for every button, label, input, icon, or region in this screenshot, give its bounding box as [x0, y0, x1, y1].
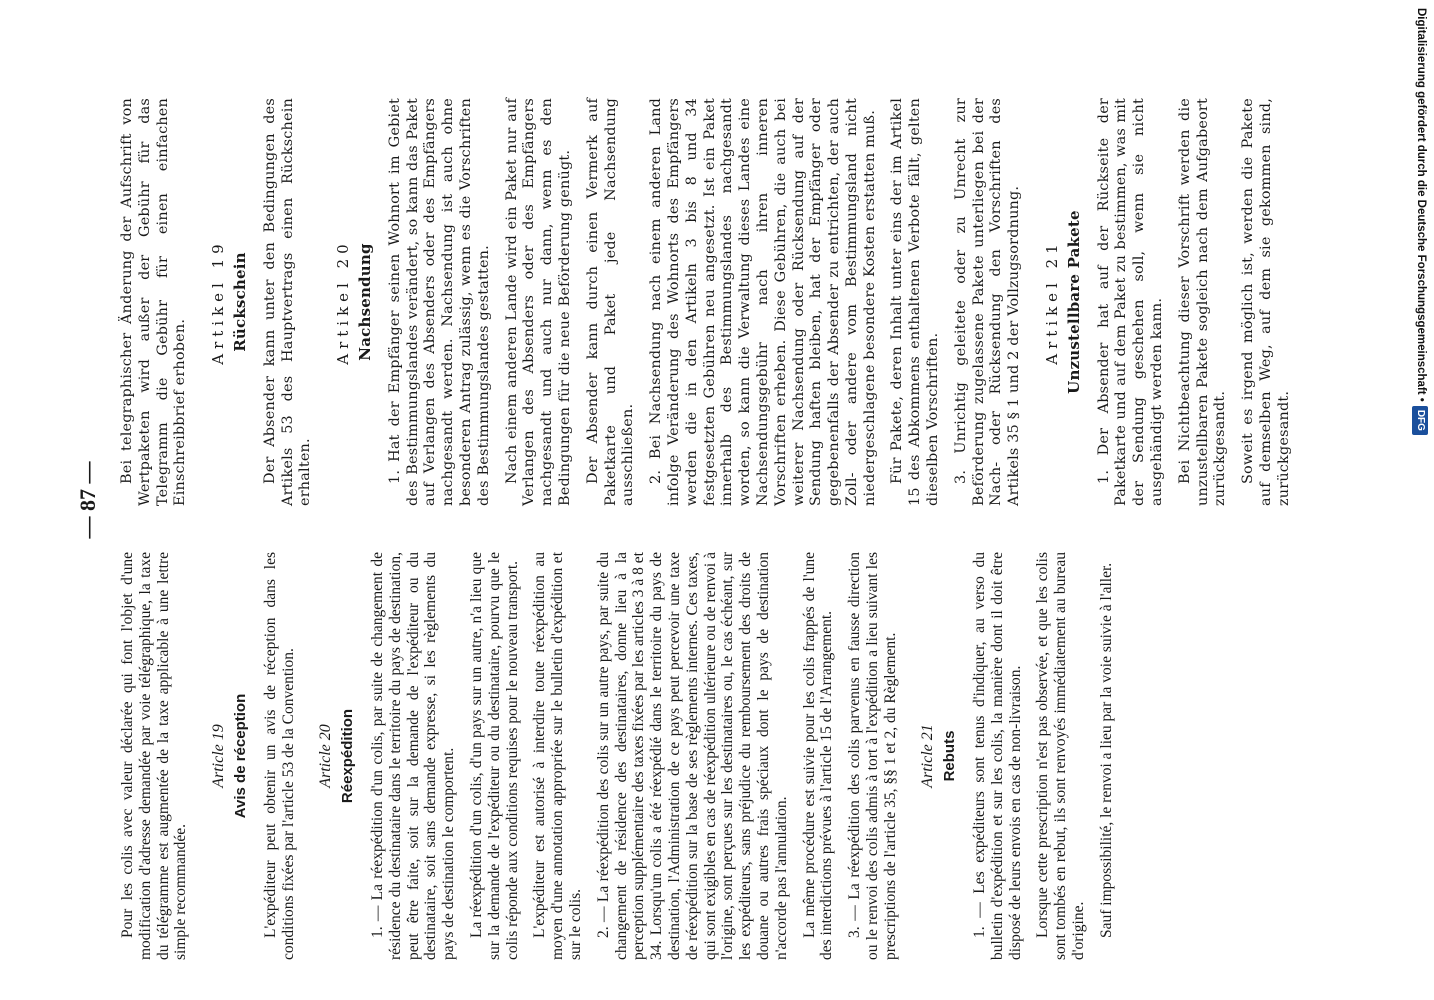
german-article-21-title: Artikel 21 [1043, 239, 1062, 365]
french-article-21-title: Article 21 [919, 724, 937, 788]
german-article-21-heading: Unzustellbare Pakete [1064, 210, 1083, 394]
dfg-logo: DFG [1412, 406, 1428, 435]
german-article-20-paragraph-3: Der Absender kann durch einen Vermerk auf Paketkarte und Paket jede Nachsendung ausschließen. [584, 98, 637, 506]
french-article-19-paragraph: L'expéditeur peut obtenir un avis de réception dans les conditions fixées par l'article 53 de la Convention. [261, 552, 297, 960]
french-article-20-heading: Réexpédition [339, 708, 357, 804]
german-article-21-paragraph-1: 1. Der Absender hat auf der Rückseite der Paketkarte und auf dem Paket zu bestimmen, was mit der Sendung geschehen soll, wenn sie nicht ausgehändigt werden kann. [1095, 98, 1166, 506]
digitization-sidenote [1410, 8, 1432, 431]
page-number: — 87 — [75, 461, 100, 539]
french-intro-paragraph: Pour les colis avec valeur déclarée qui font l'objet d'une modification d'adresse demandée par voie télégraphique, la taxe du télégramme est augmentée de la taxe applicable à une lettre simple recommandée. [119, 552, 190, 960]
french-article-20-paragraph-3: L'expéditeur est autorisé à interdire toute réexpédition au moyen d'une annotation appropriée sur le bulletin d'expédition et sur le colis. [531, 552, 584, 960]
german-article-20-paragraph-4: 2. Bei Nachsendung nach einem anderen Land infolge Veränderung des Wohnorts des Empfängers werden die in den Artikeln 3 bis 8 und 34 festgesetzten Gebühren neu angesetzt. Ist ein Paket innerhalb des Bestimmungslandes nachgesandt worden, so kann die Verwaltung dieses Landes eine Nachsendungsgebühr nach ihren inneren Vorschriften erheben. Diese Gebühren, die auch bei weiterer Nachsendung oder Rücksendung auf der Sendung haften bleiben, hat der Empfänger oder gegebenenfalls der Absender zu entrichten, der auch Zoll- oder andere vom Bestimmungsland nicht niedergeschlagene besondere Kosten erstatten muß. [648, 98, 878, 506]
french-article-19-title: Article 19 [210, 724, 228, 788]
german-article-21-paragraph-2: Bei Nichtbeachtung dieser Vorschrift werden die unzustellbaren Pakete sogleich nach dem Aufgabeort zurückgesandt. [1176, 98, 1229, 506]
french-column [119, 552, 1126, 960]
german-article-19-title: Artikel 19 [209, 239, 228, 365]
german-article-20-paragraph-2: Nach einem anderen Lande wird ein Paket nur auf Verlangen des Absenders oder des Empfängers nachgesandt und auch nur dann, wenn es den Bedingungen für die neue Beförderung genügt. [503, 98, 573, 506]
german-article-20-paragraph-5: Für Pakete, deren Inhalt unter eins der im Artikel 15 des Abkommens enthaltenen Verbote fällt, gelten dieselben Vorschriften. [889, 98, 942, 506]
french-article-20-paragraph-1: 1. — La réexpédition d'un colis, par suite de changement de résidence du destinataire dans le territoire du pays de destination, peut être faite, soit sur la demande de l'expéditeur ou du destinataire, soit sans demande expresse, si les règlements du pays de destination le comportent. [368, 552, 458, 960]
german-article-20-heading: Nachsendung [355, 243, 374, 361]
german-article-19-paragraph: Der Absender kann unter den Bedingungen des Artikels 53 des Hauptvertrags einen Rückschein erhalten. [261, 98, 314, 506]
german-article-20-title: Artikel 20 [334, 239, 353, 365]
rotated-document-page [37, 20, 1397, 980]
french-article-20-paragraph-6: 3. — La réexpédition des colis parvenus en fausse direction ou le renvoi des colis admis à tort à l'expédition a lieu suivant les prescriptions de l'article 35, §§ 1 et 2, du Règlement. [846, 552, 899, 960]
german-intro-paragraph: Bei telegraphischer Änderung der Aufschrift von Wertpaketen wird außer der Gebühr für das Telegramm die Gebühr für einen einfachen Einschreibbrief erhoben. [119, 98, 189, 506]
german-article-20-paragraph-1: 1. Hat der Empfänger seinen Wohnort im Gebiet des Bestimmungslandes verändert, so kann das Paket auf Verlangen des Absenders oder des Empfängers nachgesandt werden. Nachsendung ist auch ohne besonderen Antrag zulässig, wenn es die Vorschriften des Bestimmungslandes gestatten. [386, 98, 492, 506]
french-article-21-paragraph-3: Sauf impossibilité, le renvoi a lieu par la voie suivie à l'aller. [1097, 562, 1115, 938]
french-article-21-paragraph-1: 1. — Les expéditeurs sont tenus d'indiquer, au verso du bulletin d'expédition et sur les colis, la manière dont il doit être disposé de leurs envois en cas de non-livraison. [971, 552, 1024, 960]
french-article-20-paragraph-2: La réexpédition d'un colis, d'un pays sur un autre, n'a lieu que sur la demande de l'expéditeur ou du destinataire, pourvu que le colis réponde aux conditions requises pour le nouveau transport. [467, 552, 521, 960]
german-column [119, 98, 1304, 506]
french-article-21-paragraph-2: Lorsque cette prescription n'est pas observée, et que les colis sont tombés en rebut, ils sont renvoyés immédiatement au bureau d'origine. [1034, 552, 1088, 960]
french-article-21-heading: Rebuts [941, 730, 959, 782]
french-article-20-title: Article 20 [317, 724, 335, 788]
german-article-21-paragraph-3: Soweit es irgend möglich ist, werden die Pakete auf demselben Weg, auf dem sie gekommen sind, zurückgesandt. [1240, 98, 1292, 506]
french-article-20-paragraph-4: 2. — La réexpédition des colis sur un autre pays, par suite du changement de résidence des destinataires, donne lieu à la perception supplémentaire des taxes fixées par les articles 3 à 8 et 34. Lorsqu'un colis a été réexpédié dans le territoire du pays de destination, l'Administration de ce pays peut percevoir une taxe de réexpédition sur la base de ses règlements internes. Ces taxes, qui sont exigibles en cas de réexpédition ultérieure ou de renvoi à l'origine, sont perçues sur les destinataires ou, le cas échéant, sur les expéditeurs, sans préjudice du remboursement des droits de douane ou autres frais spéciaux dont le pays de destination n'accorde pas l'annulation. [594, 552, 790, 960]
digitization-note-text: Digitalisierung gefördert durch die Deutsche Forschungsgemeinschaft • [1415, 8, 1427, 402]
german-article-20-paragraph-6: 3. Unrichtig geleitete oder zu Unrecht zur Beförderung zugelassene Pakete unterliegen bei der Nach- oder Rücksendung den Vorschriften des Artikels 35 § 1 und 2 der Vollzugsordnung. [952, 98, 1023, 506]
french-article-19-heading: Avis de réception [231, 693, 249, 819]
german-article-19-heading: Rückschein [230, 252, 249, 352]
french-article-20-paragraph-5: La même procédure est suivie pour les colis frappés de l'une des interdictions prévues à l'article 15 de l'Arrangement. [800, 552, 836, 960]
